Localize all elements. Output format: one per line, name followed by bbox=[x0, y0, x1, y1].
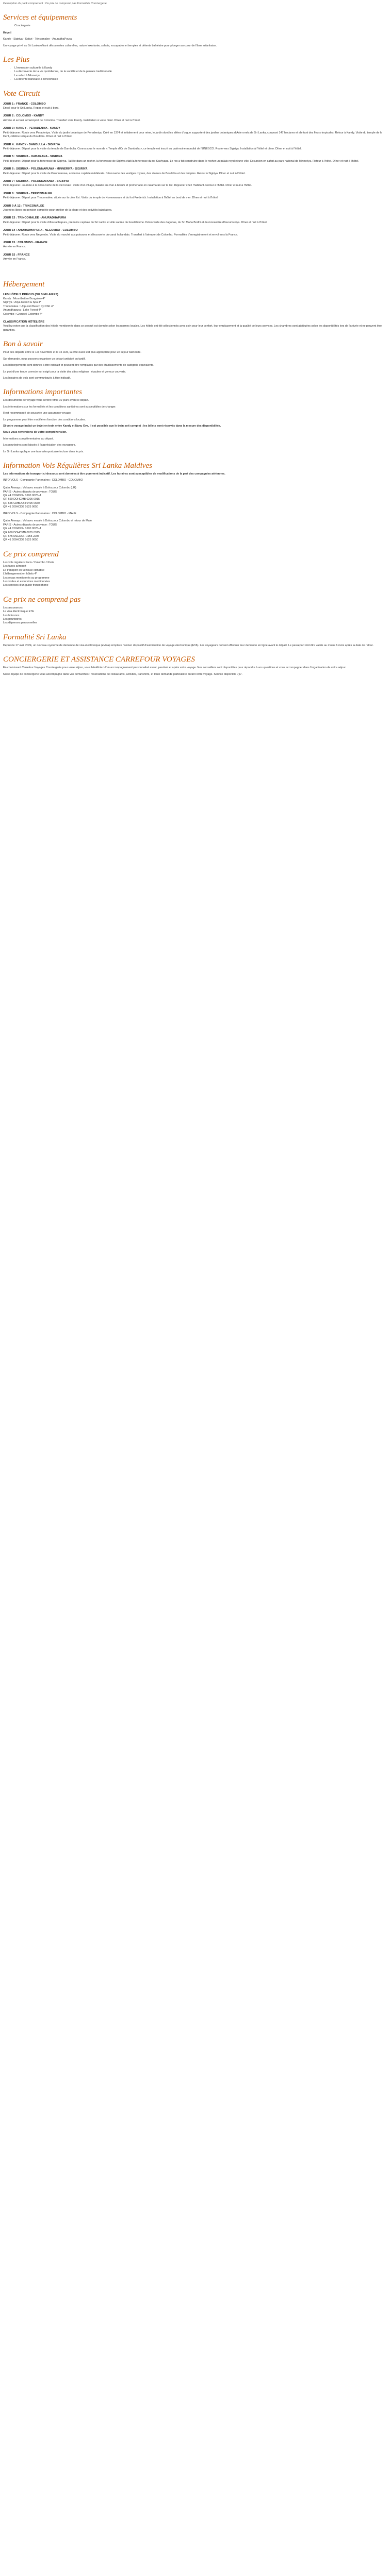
reveal-p1: Un voyage privé au Sri Lanka offrant découvertes culturelles, nature luxuriante, safaris, escapades et temples et détente balnéaire pour plonger au cœur de l'âme srilankaise. bbox=[3, 44, 217, 47]
day-11 bbox=[3, 229, 388, 237]
list-item: • La détente balnéaire à Trincomalee bbox=[14, 78, 388, 81]
day-title: JOUR 8 : SIGIRIYA - TRINCOMALEE bbox=[3, 192, 53, 195]
day-4 bbox=[3, 143, 388, 151]
day-text: Journées libres en pension complète pour profiter de la plage et des activités balnéaires. bbox=[3, 208, 112, 212]
concierge-title: CONCIERGERIE ET ASSISTANCE CARREFOUR VOYAGES bbox=[3, 655, 195, 664]
flight-line: QR 44 CDGDOH 1600 0025+1 bbox=[3, 527, 42, 531]
day-text: Petit-déjeuner. Route vers Negombo. Visite du marché aux poissons et découverte du canal hollandais. Transfert à l'aéroport de Colombo. Formalités d'enregistrement et envol vers la France. bbox=[3, 233, 238, 236]
day-title: JOUR 4 : KANDY - DAMBULLA - SIGIRIYA bbox=[3, 143, 60, 146]
flight-line: QR 675 MLEDOH 1955 2205 bbox=[3, 535, 40, 538]
flight-line: PARIS - Autres départs de province : TOUS bbox=[3, 490, 57, 494]
day-text: Arrivée en France. bbox=[3, 258, 26, 261]
noprix-item: Les boissons bbox=[3, 614, 20, 617]
concierge-text: En choisissant Carrefour Voyages Conciergerie pour votre séjour, vous bénéficiez d'un accompagnement personnalisé avant, pendant et après votre voyage. Nos conseillers sont disponibles pour répondre à vos questions et vous accompagner dans l'organisation de votre séjour. bbox=[3, 666, 347, 670]
day-7 bbox=[3, 180, 388, 188]
reveal-text: Kandy - Sigiriya - Safari - Trincomalee - AnuradhaPoura bbox=[3, 38, 72, 41]
day-13 bbox=[3, 253, 388, 262]
prix-item: Les visites et excursions mentionnées bbox=[3, 580, 50, 583]
remarque-item: Les pourboires sont laissés à l'appréciation des voyageurs. bbox=[3, 444, 76, 447]
prix-item: Les vols réguliers Paris / Colombo / Paris bbox=[3, 561, 54, 564]
bonsavoir-item: Le port d'une tenue correcte est exigé pour la visite des sites religieux : épaules et genoux couverts. bbox=[3, 370, 126, 374]
flight-line: QR 41 DOHCDG 0125 0650 bbox=[3, 505, 39, 509]
day-title: JOUR 13 : TRINCOMALEE - ANURADHAPURA bbox=[3, 216, 67, 220]
plus-list bbox=[3, 66, 388, 82]
day-text: Petit-déjeuner. Journée à la découverte de la vie locale : visite d'un village, balade en char à bœufs et promenade en catamaran sur le lac. Déjeuner chez l'habitant. Retour à l'hôtel. Dîner et nuit à l'hôtel. bbox=[3, 184, 252, 188]
noprix-item: Les assurances bbox=[3, 606, 23, 609]
prix-item: Les taxes aéroport bbox=[3, 565, 26, 568]
day-text: Petit-déjeuner. Départ pour la visite du temple de Dambulla. Connu sous le nom de « Temple d'Or de Dambulla », ce temple est inscrit au patrimoine mondial de l'UNESCO. Route vers Sigiriya. Installation à l'hôtel et dîner. Dîner et nuit à l'hôtel. bbox=[3, 147, 302, 150]
bonsavoir-title: Bon à savoir bbox=[3, 340, 43, 349]
utiles-item: Le programme peut être modifié en fonction des conditions locales. bbox=[3, 418, 86, 421]
day-text: Petit-déjeuner. Départ pour la visite d'Anuradhapura, première capitale du Sri Lanka et ville sacrée du bouddhisme. Découverte des dagobas, du Sri Maha Bodhi et du monastère d'Isurumuniya. Dîner et nuit à l'hôtel. bbox=[3, 221, 268, 224]
noprix-item: Les pourboires bbox=[3, 617, 22, 621]
day-3 bbox=[3, 127, 388, 139]
list-item: • Le safari à Minneriya bbox=[14, 74, 388, 78]
flights-block-2 bbox=[3, 512, 388, 543]
list-item: • Conciergerie bbox=[14, 24, 388, 28]
bonsavoir-item: Les horaires de vols sont communiqués à titre indicatif. bbox=[3, 376, 71, 380]
noprix-title: Ce prix ne comprend pas bbox=[3, 595, 81, 604]
prix-title: Ce prix comprend bbox=[3, 550, 59, 558]
day-text: Envol pour le Sri Lanka. Repas et nuit à bord. bbox=[3, 107, 59, 110]
services-list bbox=[3, 24, 388, 28]
day-text: Petit-déjeuner. Route vers Peradeniya. Visite du jardin botanique de Peradeniya. Créé en 1374 et initialement pour reine, le jardin dont les allées d'orgue supportent des jardins botaniques d'Asie ornés de Sri Lanka, couvrant 147 hectares et abritant des fleurs tropicales. Retour à Kandy. Visite du temple de la Dent, célèbre relique du Bouddha. Dîner et nuit à l'hôtel. bbox=[3, 131, 383, 139]
classification-text: Veuillez noter que la classification des hôtels mentionnée dans ce produit est donnée selon les normes locales. Les hôtels ont été sélectionnés avec soin pour leur confort, leur emplacement et la qualité de leurs services. Les chambres sont attribuées selon les disponibilités lors de l'arrivée et ne peuvent être garanties. bbox=[3, 325, 382, 332]
prix-list bbox=[3, 561, 388, 588]
day-text: Petit-déjeuner. Départ pour Trincomalee, située sur la côte Est. Visite du temple de Koneswaram et du fort Frederick. Installation à l'hôtel en bord de mer. Dîner et nuit à l'hôtel. bbox=[3, 196, 219, 200]
day-title: JOUR 15 : COLOMBO - FRANCE bbox=[3, 241, 47, 244]
list-item: • La découverte de la vie quotidienne, de la société et de la pensée traditionnelle bbox=[14, 70, 388, 74]
bonsavoir-item: Les hébergements sont donnés à titre indicatif et peuvent être remplacés par des établissements de catégorie équivalente. bbox=[3, 364, 154, 367]
plus-title: Les Plus bbox=[3, 56, 30, 64]
flight-line: QR 44 CDGDOH 1600 0025+1 bbox=[3, 494, 42, 497]
hotel-item: Sigiriya : Aliya Resort & Spa 4* bbox=[3, 301, 41, 304]
flight-line: PARIS - Autres départs de province : TOUS bbox=[3, 523, 57, 527]
day-title: JOUR 15 : FRANCE bbox=[3, 253, 30, 257]
visa-text: Les informations de transport ci-dessous sont données à titre purement indicatif. Les horaires sont susceptibles de modifications de la part des compagnies aériennes. bbox=[3, 472, 225, 476]
noprix-item: Le visa électronique ETA bbox=[3, 610, 34, 614]
prix-item: L'hébergement en hôtels 4* bbox=[3, 572, 37, 576]
hotel-item: Kandy : Mountbatten Bungalow 4* bbox=[3, 297, 45, 301]
day-12 bbox=[3, 241, 388, 249]
noprix-list bbox=[3, 606, 388, 625]
list-item: • L'immersion culturelle à Kandy bbox=[14, 66, 388, 70]
utiles-title: Informations importantes bbox=[3, 388, 82, 397]
day-title: JOUR 6 : SIGIRIYA - POLONNARUWA - MINNERIYA - SIGIRIYA bbox=[3, 167, 88, 171]
hotel-item: Anuradhapura : Lake Forest 4* bbox=[3, 309, 41, 312]
day-title: JOUR 2 : COLOMBO - KANDY bbox=[3, 114, 44, 118]
day-1 bbox=[3, 103, 388, 111]
usa-text: Si votre voyage inclut un trajet en train entre Kandy et Nanu Oya, il est possible que le train soit complet ; les billets sont réservés dans la mesure des disponibilités. bbox=[3, 424, 221, 428]
formalites-title: Formalité Sri Lanka bbox=[3, 633, 67, 641]
flight-line: QR 660 DOHCMB 0205 0915 bbox=[3, 531, 40, 534]
hotel-item: Colombo : Granbell Colombo 4* bbox=[3, 312, 43, 316]
intro: Description du pack comprenant : Ce prix ne comprend pas Formalités Conciergerie bbox=[3, 2, 107, 5]
flight-block-title: INFO VOLS - Compagnie Partenaires : COLOMBO - MALE bbox=[3, 512, 76, 515]
classification-title: CLASSIFICATION HÔTELIÈRE bbox=[3, 320, 45, 324]
hotels-list bbox=[3, 297, 388, 316]
day-text: Petit-déjeuner. Départ pour la visite de Polonnaruwa, ancienne capitale médiévale. Découverte des vestiges royaux, des statues de Bouddha et des temples. Retour à Sigiriya. Dîner et nuit à l'hôtel. bbox=[3, 172, 246, 175]
visa-title: Information Vols Régulières Sri Lanka Maldives bbox=[3, 461, 152, 470]
day-5 bbox=[3, 155, 388, 163]
flight-line: QR 41 DOHCDG 0125 0650 bbox=[3, 538, 39, 542]
hotel-item: Trincomalee : Uppuveli Beach by DSK 4* bbox=[3, 304, 54, 308]
prix-item: Le transport en véhicule climatisé bbox=[3, 568, 45, 572]
flights-block-1 bbox=[3, 479, 388, 509]
flight-line: Qatar Airways : Vol avec escale à Doha pour Colombo et retour de Male bbox=[3, 519, 92, 523]
day-title: JOUR 7 : SIGIRIYA - POLONNARUWA - SIGIRIYA bbox=[3, 179, 69, 183]
utiles-item: Les documents de voyage vous seront remis 10 jours avant le départ. bbox=[3, 399, 89, 402]
remarque-item: Le Sri Lanka applique une taxe aéroportuaire incluse dans le prix. bbox=[3, 450, 84, 453]
day-title: JOUR 9 À 12 : TRINCOMALEE bbox=[3, 204, 44, 208]
flight-line: QR 655 CMBDOH 0405 0650 bbox=[3, 501, 40, 505]
day-10 bbox=[3, 216, 388, 225]
day-title: JOUR 14 : ANURADHAPURA - NEGOMBO - COLOMBO bbox=[3, 229, 78, 232]
noprix-item: Les dépenses personnelles bbox=[3, 621, 37, 625]
services-title: Services et équipements bbox=[3, 13, 77, 22]
day-8 bbox=[3, 192, 388, 200]
utiles-item: Il est recommandé de souscrire une assurance voyage. bbox=[3, 412, 72, 415]
hebergement-title: Hébergement bbox=[3, 280, 45, 289]
day-2 bbox=[3, 114, 388, 123]
remarque-item: Informations complémentaires au départ. bbox=[3, 437, 54, 440]
bonsavoir-item: Pour des départs entre le 1er novembre et le 15 avril, la côte ouest est plus appropriée pour un séjour balnéaire. bbox=[3, 351, 141, 354]
vote-title: Vote Circuit bbox=[3, 89, 40, 98]
reveal-label: Réveil bbox=[3, 31, 11, 35]
day-6 bbox=[3, 167, 388, 176]
day-text: Arrivée et accueil à l'aéroport de Colombo. Transfert vers Kandy. Installation à votre hôtel. Dîner et nuit à l'hôtel. bbox=[3, 118, 141, 122]
remarques-title: Nous vous remercions de votre compréhension. bbox=[3, 431, 67, 434]
day-title: JOUR 5 : SIGIRIYA - HABARANA - SIGIRIYA bbox=[3, 155, 63, 159]
day-title: JOUR 3 : KANDY - PERADENIYA - KANDY bbox=[3, 127, 60, 130]
concierge-text-2: Notre équipe de conciergerie vous accompagne dans vos démarches : réservations de restaurants, activités, transferts, et toute demande particulière durant votre voyage. Service disponible 7j/7. bbox=[3, 672, 242, 676]
day-text: Arrivée en France. bbox=[3, 245, 26, 249]
formalites-text: Depuis le 17 avril 2024, un nouveau système de demande de visa électronique (eVisa) remplace l'ancien dispositif d'autorisation de voyage électronique (ETA). Les voyageurs doivent effectuer leur demande en ligne avant le départ. Le passeport doit être valide au moins 6 mois après la date de retour. bbox=[3, 643, 374, 647]
day-text: Petit-déjeuner. Départ pour la forteresse de Sigiriya. Taillée dans un rocher, la forteresse de Sigiriya était la forteresse du roi Kashyapa. Le roc a fait construire dans le rocher un palais royal et une ville. Excursion en safari au parc national de Minneriya. Retour à l'hôtel. Dîner et nuit à l'hôtel. bbox=[3, 159, 359, 163]
prix-item: Les repas mentionnés au programme bbox=[3, 576, 50, 580]
day-9 bbox=[3, 205, 388, 213]
hotels-title: LES HÔTELS PRÉVUS (OU SIMILAIRES) bbox=[3, 293, 58, 296]
day-title: JOUR 1 : FRANCE - COLOMBO bbox=[3, 102, 46, 106]
bonsavoir-item: Sur demande, nous pouvons organiser un départ anticipé ou tardif. bbox=[3, 357, 86, 361]
flight-line: QR 660 DOHCMB 0205 0915 bbox=[3, 498, 40, 501]
flight-block-title: INFO VOLS - Compagnie Partenaires : COLOMBO - COLOMBO bbox=[3, 479, 83, 482]
utiles-item: Les informations sur les formalités et les conditions sanitaires sont susceptibles de changer. bbox=[3, 405, 117, 409]
prix-item: Les services d'un guide francophone bbox=[3, 584, 48, 587]
flight-line: Qatar Airways : Vol avec escale à Doha pour Colombo (LR) bbox=[3, 486, 76, 490]
page bbox=[0, 0, 391, 683]
